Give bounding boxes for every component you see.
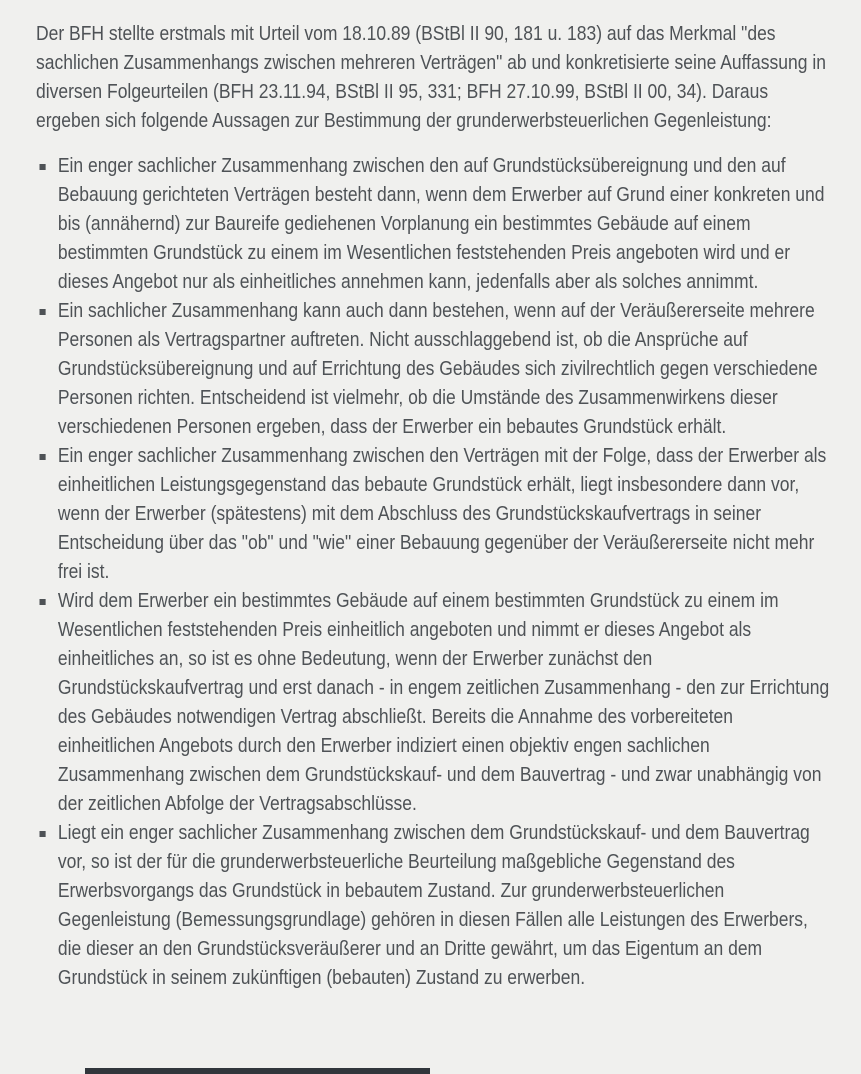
bullet-square-icon [40, 164, 46, 170]
list-item [36, 442, 831, 587]
list-item [36, 297, 831, 442]
intro-paragraph: Der BFH stellte erstmals mit Urteil vom 18.10.89 (BStBl II 90, 181 u. 183) auf das Merkmal "des sachlichen Zusammenhangs zwischen mehreren Verträgen" ab und konkretisierte seine Auffassung in diversen Folgeurteilen (BFH 23.11.94, BStBl II 95, 331; BFH 27.10.99, BStBl II 00, 34). Daraus ergeben sich folgende Aussagen zur Bestimmung der grunderwerbsteuerlichen Gegenleistung: [36, 23, 826, 132]
list-item-text: Ein enger sachlicher Zusammenhang zwischen den auf Grundstücksübereignung und den auf Bebauung gerichteten Verträgen besteht dann, wenn dem Erwerber auf Grund einer konkreten und bis (annähernd) zur Baureife gediehenen Vorplanung ein bestimmtes Gebäude auf einem bestimmten Grundstück zu einem im Wesentlichen feststehenden Preis angeboten wird und er dieses Angebot nur als einheitliches annehmen kann, jedenfalls aber als solches annimmt. [57, 155, 825, 293]
document-body [36, 20, 831, 993]
bullet-square-icon [40, 599, 46, 605]
horizontal-scrollbar-thumb[interactable] [85, 1068, 430, 1074]
bullet-square-icon [40, 831, 46, 837]
list-item [36, 819, 831, 993]
list-item-text: Wird dem Erwerber ein bestimmtes Gebäude auf einem bestimmten Grundstück zu einem im Wesentlichen feststehenden Preis einheitlich angeboten und nimmt er dieses Angebot als einheitliches an, so ist es ohne Bedeutung, wenn der Erwerber zunächst den Grundstückskaufvertrag und erst danach - in engem zeitlichen Zusammenhang - den zur Errichtung des Gebäudes notwendigen Vertrag abschließt. Bereits die Annahme des vorbereiteten einheitlichen Angebots durch den Erwerber indiziert einen objektiv engen sachlichen Zusammenhang zwischen dem Grundstückskauf- und dem Bauvertrag - und zwar unabhängig von der zeitlichen Abfolge der Vertragsabschlüsse. [57, 590, 830, 815]
list-item [36, 152, 831, 297]
bullet-square-icon [40, 309, 46, 315]
list-item [36, 587, 831, 819]
list-item-text: Ein sachlicher Zusammenhang kann auch dann bestehen, wenn auf der Veräußererseite mehrere Personen als Vertragspartner auftreten. Nicht ausschlaggebend ist, ob die Ansprüche auf Grundstücksübereignung und auf Errichtung des Gebäudes sich zivilrechtlich gegen verschiedene Personen richten. Entscheidend ist vielmehr, ob die Umstände des Zusammenwirkens dieser verschiedenen Personen ergeben, dass der Erwerber ein bebautes Grundstück erhält. [57, 300, 818, 438]
list-item-text: Liegt ein enger sachlicher Zusammenhang zwischen dem Grundstückskauf- und dem Bauvertrag vor, so ist der für die grunderwerbsteuerliche Beurteilung maßgebliche Gegenstand des Erwerbsvorgangs das Grundstück in bebautem Zustand. Zur grunderwerbsteuerlichen Gegenleistung (Bemessungsgrundlage) gehören in diesen Fällen alle Leistungen des Erwerbers, die dieser an den Grundstücksveräußerer und an Dritte gewährt, um das Eigentum an dem Grundstück in seinem zukünftigen (bebauten) Zustand zu erwerben. [57, 822, 810, 989]
bullet-square-icon [40, 454, 46, 460]
list-item-text: Ein enger sachlicher Zusammenhang zwischen den Verträgen mit der Folge, dass der Erwerber als einheitlichen Leistungsgegenstand das bebaute Grundstück erhält, liegt insbesondere dann vor, wenn der Erwerber (spätestens) mit dem Abschluss des Grundstückskaufvertrags in seiner Entscheidung über das "ob" und "wie" einer Bebauung gegenüber der Veräußererseite nicht mehr frei ist. [57, 445, 827, 583]
bullet-list [36, 152, 831, 993]
